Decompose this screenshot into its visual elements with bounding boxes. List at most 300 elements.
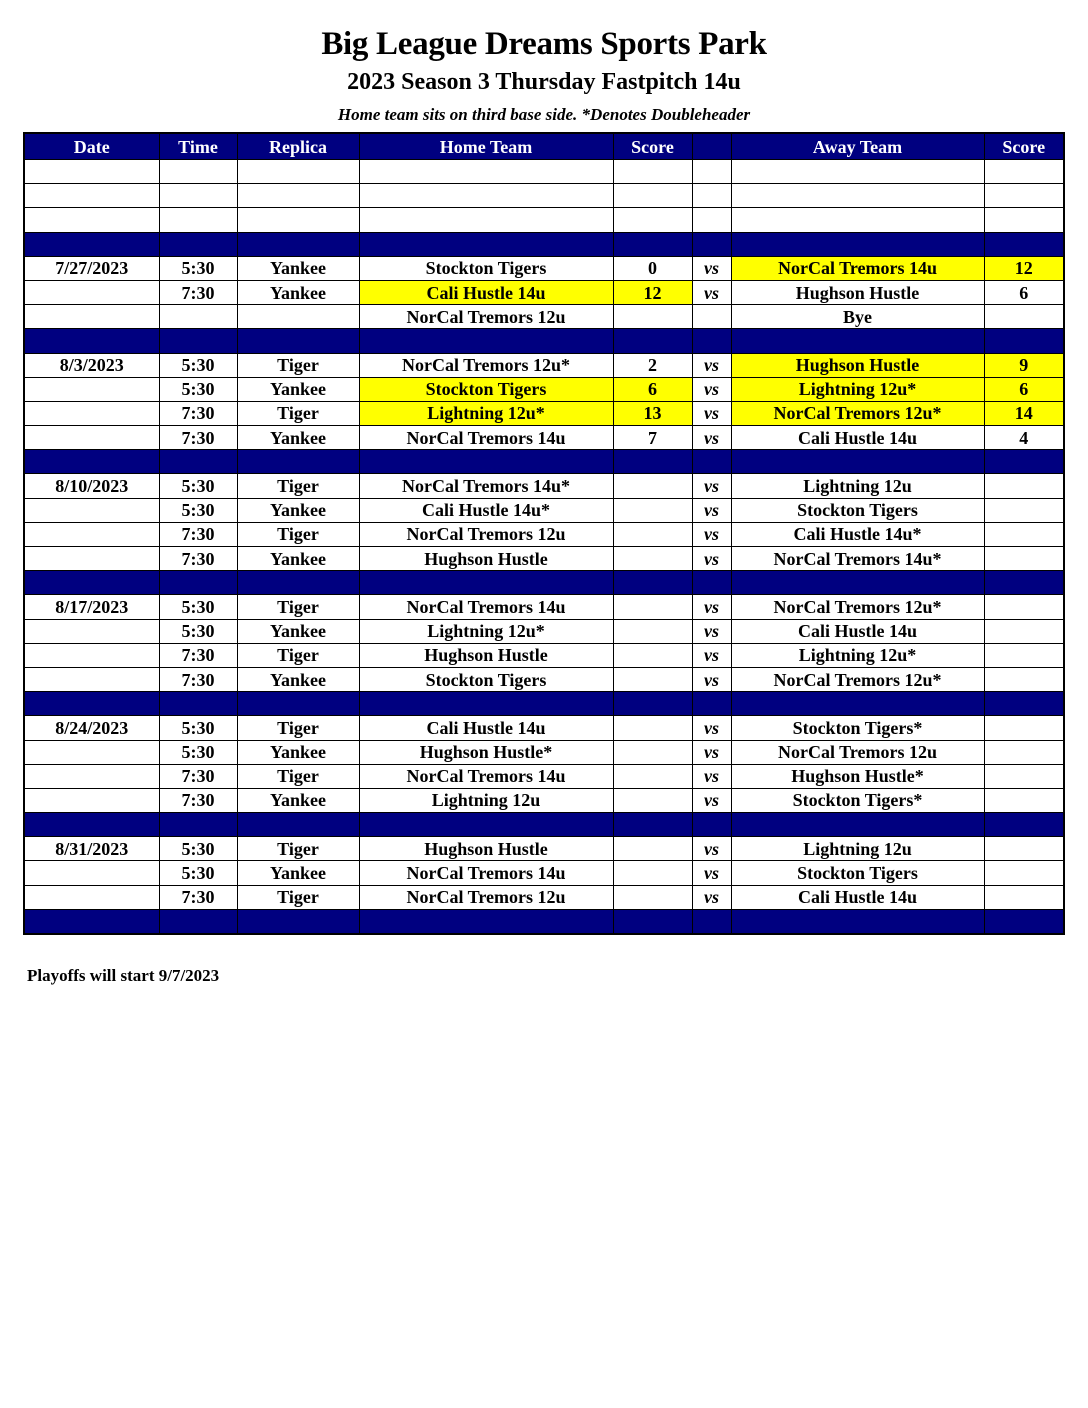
date-cell bbox=[24, 667, 159, 691]
vs-cell: vs bbox=[692, 256, 731, 280]
week-separator-row bbox=[24, 692, 1064, 716]
home-score-cell bbox=[613, 716, 692, 740]
table-row bbox=[24, 474, 1064, 498]
column-header-home-team: Home Team bbox=[359, 133, 613, 160]
table-row bbox=[24, 595, 1064, 619]
date-cell bbox=[24, 401, 159, 425]
away-team-cell bbox=[731, 450, 984, 474]
page-subtitle: 2023 Season 3 Thursday Fastpitch 14u bbox=[347, 69, 741, 95]
time-cell: 7:30 bbox=[159, 426, 237, 450]
date-cell bbox=[24, 740, 159, 764]
vs-cell bbox=[692, 450, 731, 474]
date-cell bbox=[24, 571, 159, 595]
away-team-cell: Bye bbox=[731, 305, 984, 329]
away-score-cell bbox=[984, 619, 1064, 643]
away-score-cell: 4 bbox=[984, 426, 1064, 450]
away-team-cell bbox=[731, 232, 984, 256]
vs-cell: vs bbox=[692, 401, 731, 425]
away-score-cell bbox=[984, 837, 1064, 861]
home-score-cell bbox=[613, 619, 692, 643]
date-cell bbox=[24, 377, 159, 401]
time-cell: 7:30 bbox=[159, 643, 237, 667]
vs-cell: vs bbox=[692, 667, 731, 691]
replica-cell: Tiger bbox=[237, 716, 359, 740]
date-cell bbox=[24, 522, 159, 546]
vs-cell bbox=[692, 305, 731, 329]
vs-cell: vs bbox=[692, 885, 731, 909]
away-team-cell: Cali Hustle 14u bbox=[731, 426, 984, 450]
replica-cell: Yankee bbox=[237, 256, 359, 280]
away-score-cell bbox=[984, 522, 1064, 546]
home-team-cell: Lightning 12u* bbox=[359, 401, 613, 425]
home-team-cell: Cali Hustle 14u bbox=[359, 280, 613, 304]
home-score-cell bbox=[613, 764, 692, 788]
schedule-note: Home team sits on third base side. *Denotes Doubleheader bbox=[337, 105, 751, 124]
time-cell bbox=[159, 571, 237, 595]
away-team-cell bbox=[731, 329, 984, 353]
replica-cell bbox=[237, 329, 359, 353]
away-team-cell: Hughson Hustle bbox=[731, 280, 984, 304]
date-cell bbox=[24, 160, 159, 184]
away-team-cell: Lightning 12u bbox=[731, 837, 984, 861]
away-team-cell bbox=[731, 184, 984, 208]
home-score-cell bbox=[613, 232, 692, 256]
away-score-cell bbox=[984, 305, 1064, 329]
home-team-cell: NorCal Tremors 12u* bbox=[359, 353, 613, 377]
home-team-cell bbox=[359, 184, 613, 208]
time-cell bbox=[159, 232, 237, 256]
replica-cell bbox=[237, 160, 359, 184]
table-row bbox=[24, 377, 1064, 401]
date-cell bbox=[24, 692, 159, 716]
playoffs-note: Playoffs will start 9/7/2023 bbox=[27, 966, 220, 985]
home-score-cell bbox=[613, 692, 692, 716]
vs-cell: vs bbox=[692, 377, 731, 401]
home-team-cell bbox=[359, 813, 613, 837]
home-score-cell bbox=[613, 305, 692, 329]
away-score-cell bbox=[984, 184, 1064, 208]
table-row bbox=[24, 256, 1064, 280]
table-row bbox=[24, 885, 1064, 909]
column-header-home-score: Score bbox=[613, 133, 692, 160]
vs-cell: vs bbox=[692, 837, 731, 861]
date-cell bbox=[24, 909, 159, 934]
home-team-cell: Stockton Tigers bbox=[359, 256, 613, 280]
home-score-cell bbox=[613, 813, 692, 837]
home-team-cell: Lightning 12u bbox=[359, 788, 613, 812]
table-row bbox=[24, 667, 1064, 691]
time-cell: 5:30 bbox=[159, 861, 237, 885]
date-cell bbox=[24, 813, 159, 837]
vs-cell: vs bbox=[692, 426, 731, 450]
away-team-cell: Lightning 12u* bbox=[731, 643, 984, 667]
replica-cell: Yankee bbox=[237, 377, 359, 401]
away-score-cell bbox=[984, 861, 1064, 885]
home-score-cell bbox=[613, 667, 692, 691]
replica-cell bbox=[237, 208, 359, 232]
home-score-cell bbox=[613, 643, 692, 667]
table-row bbox=[24, 522, 1064, 546]
away-team-cell: NorCal Tremors 12u* bbox=[731, 595, 984, 619]
home-team-cell bbox=[359, 232, 613, 256]
away-team-cell bbox=[731, 813, 984, 837]
schedule-table bbox=[23, 132, 1065, 935]
date-cell bbox=[24, 788, 159, 812]
home-score-cell bbox=[613, 160, 692, 184]
date-cell bbox=[24, 426, 159, 450]
home-score-cell bbox=[613, 474, 692, 498]
home-score-cell: 6 bbox=[613, 377, 692, 401]
date-cell: 7/27/2023 bbox=[24, 256, 159, 280]
home-team-cell bbox=[359, 571, 613, 595]
away-score-cell bbox=[984, 813, 1064, 837]
home-team-cell: Cali Hustle 14u* bbox=[359, 498, 613, 522]
replica-cell bbox=[237, 909, 359, 934]
replica-cell: Tiger bbox=[237, 595, 359, 619]
table-row bbox=[24, 861, 1064, 885]
home-score-cell: 12 bbox=[613, 280, 692, 304]
away-score-cell bbox=[984, 885, 1064, 909]
week-separator-row bbox=[24, 232, 1064, 256]
vs-cell bbox=[692, 571, 731, 595]
home-score-cell bbox=[613, 547, 692, 571]
table-row bbox=[24, 740, 1064, 764]
table-row bbox=[24, 426, 1064, 450]
home-score-cell: 0 bbox=[613, 256, 692, 280]
home-score-cell bbox=[613, 571, 692, 595]
home-team-cell bbox=[359, 160, 613, 184]
time-cell bbox=[159, 909, 237, 934]
replica-cell: Yankee bbox=[237, 861, 359, 885]
replica-cell bbox=[237, 692, 359, 716]
away-team-cell: NorCal Tremors 14u bbox=[731, 256, 984, 280]
time-cell bbox=[159, 692, 237, 716]
time-cell: 5:30 bbox=[159, 716, 237, 740]
blank-row bbox=[24, 208, 1064, 232]
vs-cell: vs bbox=[692, 353, 731, 377]
time-cell bbox=[159, 305, 237, 329]
time-cell bbox=[159, 160, 237, 184]
week-separator-row bbox=[24, 571, 1064, 595]
home-score-cell bbox=[613, 861, 692, 885]
replica-cell: Yankee bbox=[237, 498, 359, 522]
replica-cell: Tiger bbox=[237, 837, 359, 861]
home-team-cell: Stockton Tigers bbox=[359, 667, 613, 691]
time-cell: 5:30 bbox=[159, 353, 237, 377]
week-separator-row bbox=[24, 909, 1064, 934]
away-team-cell: NorCal Tremors 12u bbox=[731, 740, 984, 764]
away-score-cell bbox=[984, 740, 1064, 764]
away-team-cell: Stockton Tigers bbox=[731, 861, 984, 885]
replica-cell bbox=[237, 450, 359, 474]
date-cell bbox=[24, 861, 159, 885]
date-cell bbox=[24, 232, 159, 256]
column-header-away-team: Away Team bbox=[731, 133, 984, 160]
table-row bbox=[24, 764, 1064, 788]
away-score-cell bbox=[984, 450, 1064, 474]
header-row bbox=[24, 133, 1064, 160]
time-cell bbox=[159, 329, 237, 353]
away-team-cell: Hughson Hustle bbox=[731, 353, 984, 377]
schedule-body bbox=[24, 160, 1064, 935]
page-title: Big League Dreams Sports Park bbox=[321, 26, 767, 62]
date-cell bbox=[24, 280, 159, 304]
home-team-cell bbox=[359, 909, 613, 934]
time-cell bbox=[159, 813, 237, 837]
home-score-cell bbox=[613, 184, 692, 208]
vs-cell: vs bbox=[692, 788, 731, 812]
home-team-cell: Lightning 12u* bbox=[359, 619, 613, 643]
blank-row bbox=[24, 184, 1064, 208]
home-score-cell bbox=[613, 788, 692, 812]
replica-cell: Yankee bbox=[237, 280, 359, 304]
away-team-cell bbox=[731, 160, 984, 184]
table-row bbox=[24, 716, 1064, 740]
replica-cell bbox=[237, 305, 359, 329]
away-team-cell bbox=[731, 208, 984, 232]
away-score-cell: 14 bbox=[984, 401, 1064, 425]
replica-cell: Tiger bbox=[237, 764, 359, 788]
away-score-cell bbox=[984, 716, 1064, 740]
vs-cell bbox=[692, 232, 731, 256]
time-cell: 7:30 bbox=[159, 280, 237, 304]
home-team-cell: NorCal Tremors 12u bbox=[359, 522, 613, 546]
home-team-cell bbox=[359, 329, 613, 353]
vs-cell bbox=[692, 813, 731, 837]
vs-cell: vs bbox=[692, 280, 731, 304]
time-cell: 5:30 bbox=[159, 740, 237, 764]
home-score-cell bbox=[613, 498, 692, 522]
away-team-cell: Cali Hustle 14u* bbox=[731, 522, 984, 546]
replica-cell: Tiger bbox=[237, 885, 359, 909]
away-score-cell bbox=[984, 643, 1064, 667]
home-team-cell: Cali Hustle 14u bbox=[359, 716, 613, 740]
home-team-cell: NorCal Tremors 14u* bbox=[359, 474, 613, 498]
away-team-cell: Hughson Hustle* bbox=[731, 764, 984, 788]
vs-cell: vs bbox=[692, 740, 731, 764]
vs-cell bbox=[692, 208, 731, 232]
date-cell bbox=[24, 643, 159, 667]
time-cell bbox=[159, 208, 237, 232]
date-cell bbox=[24, 184, 159, 208]
date-cell: 8/17/2023 bbox=[24, 595, 159, 619]
away-team-cell bbox=[731, 692, 984, 716]
vs-cell bbox=[692, 184, 731, 208]
replica-cell: Yankee bbox=[237, 547, 359, 571]
date-cell: 8/3/2023 bbox=[24, 353, 159, 377]
vs-cell: vs bbox=[692, 474, 731, 498]
date-cell: 8/10/2023 bbox=[24, 474, 159, 498]
time-cell: 5:30 bbox=[159, 256, 237, 280]
date-cell bbox=[24, 885, 159, 909]
table-row bbox=[24, 498, 1064, 522]
time-cell: 7:30 bbox=[159, 522, 237, 546]
time-cell: 7:30 bbox=[159, 401, 237, 425]
replica-cell: Tiger bbox=[237, 474, 359, 498]
home-score-cell bbox=[613, 450, 692, 474]
date-cell bbox=[24, 329, 159, 353]
column-header-away-score: Score bbox=[984, 133, 1064, 160]
vs-cell: vs bbox=[692, 716, 731, 740]
away-score-cell bbox=[984, 232, 1064, 256]
date-cell bbox=[24, 450, 159, 474]
home-team-cell bbox=[359, 208, 613, 232]
column-header-date: Date bbox=[24, 133, 159, 160]
vs-cell: vs bbox=[692, 595, 731, 619]
home-team-cell bbox=[359, 450, 613, 474]
time-cell: 7:30 bbox=[159, 764, 237, 788]
away-score-cell bbox=[984, 667, 1064, 691]
date-cell bbox=[24, 619, 159, 643]
date-cell bbox=[24, 305, 159, 329]
replica-cell bbox=[237, 813, 359, 837]
table-row bbox=[24, 619, 1064, 643]
column-header-vs bbox=[692, 133, 731, 160]
date-cell bbox=[24, 498, 159, 522]
time-cell: 5:30 bbox=[159, 498, 237, 522]
home-team-cell: Hughson Hustle* bbox=[359, 740, 613, 764]
time-cell bbox=[159, 184, 237, 208]
home-team-cell: NorCal Tremors 12u bbox=[359, 305, 613, 329]
away-score-cell bbox=[984, 329, 1064, 353]
away-score-cell bbox=[984, 547, 1064, 571]
time-cell: 5:30 bbox=[159, 619, 237, 643]
vs-cell: vs bbox=[692, 643, 731, 667]
away-score-cell bbox=[984, 498, 1064, 522]
vs-cell bbox=[692, 692, 731, 716]
away-score-cell bbox=[984, 692, 1064, 716]
away-team-cell bbox=[731, 909, 984, 934]
home-score-cell: 13 bbox=[613, 401, 692, 425]
away-team-cell: Lightning 12u* bbox=[731, 377, 984, 401]
away-score-cell bbox=[984, 764, 1064, 788]
home-team-cell: NorCal Tremors 14u bbox=[359, 426, 613, 450]
replica-cell: Tiger bbox=[237, 353, 359, 377]
replica-cell: Yankee bbox=[237, 740, 359, 764]
away-score-cell: 6 bbox=[984, 280, 1064, 304]
table-row bbox=[24, 643, 1064, 667]
away-score-cell bbox=[984, 208, 1064, 232]
home-score-cell bbox=[613, 909, 692, 934]
away-team-cell: NorCal Tremors 14u* bbox=[731, 547, 984, 571]
home-team-cell: NorCal Tremors 14u bbox=[359, 595, 613, 619]
vs-cell: vs bbox=[692, 861, 731, 885]
away-score-cell bbox=[984, 474, 1064, 498]
replica-cell: Tiger bbox=[237, 401, 359, 425]
home-team-cell: Stockton Tigers bbox=[359, 377, 613, 401]
home-score-cell bbox=[613, 595, 692, 619]
away-team-cell: Stockton Tigers* bbox=[731, 788, 984, 812]
table-row bbox=[24, 788, 1064, 812]
away-team-cell: Lightning 12u bbox=[731, 474, 984, 498]
time-cell: 7:30 bbox=[159, 788, 237, 812]
replica-cell bbox=[237, 184, 359, 208]
home-score-cell bbox=[613, 740, 692, 764]
vs-cell bbox=[692, 160, 731, 184]
date-cell bbox=[24, 764, 159, 788]
time-cell: 5:30 bbox=[159, 377, 237, 401]
replica-cell: Yankee bbox=[237, 426, 359, 450]
home-team-cell: NorCal Tremors 14u bbox=[359, 861, 613, 885]
date-cell bbox=[24, 208, 159, 232]
away-team-cell: Cali Hustle 14u bbox=[731, 885, 984, 909]
replica-cell: Yankee bbox=[237, 788, 359, 812]
replica-cell: Tiger bbox=[237, 522, 359, 546]
home-team-cell: Hughson Hustle bbox=[359, 837, 613, 861]
vs-cell: vs bbox=[692, 764, 731, 788]
replica-cell bbox=[237, 571, 359, 595]
away-team-cell bbox=[731, 571, 984, 595]
home-score-cell bbox=[613, 837, 692, 861]
away-score-cell: 6 bbox=[984, 377, 1064, 401]
time-cell bbox=[159, 450, 237, 474]
away-score-cell bbox=[984, 909, 1064, 934]
replica-cell: Yankee bbox=[237, 667, 359, 691]
home-team-cell bbox=[359, 692, 613, 716]
home-score-cell: 7 bbox=[613, 426, 692, 450]
vs-cell bbox=[692, 329, 731, 353]
away-score-cell bbox=[984, 788, 1064, 812]
week-separator-row bbox=[24, 450, 1064, 474]
date-cell: 8/24/2023 bbox=[24, 716, 159, 740]
vs-cell bbox=[692, 909, 731, 934]
time-cell: 5:30 bbox=[159, 837, 237, 861]
vs-cell: vs bbox=[692, 522, 731, 546]
away-team-cell: Stockton Tigers* bbox=[731, 716, 984, 740]
away-score-cell bbox=[984, 571, 1064, 595]
home-score-cell: 2 bbox=[613, 353, 692, 377]
home-team-cell: NorCal Tremors 14u bbox=[359, 764, 613, 788]
week-separator-row bbox=[24, 329, 1064, 353]
week-separator-row bbox=[24, 813, 1064, 837]
time-cell: 5:30 bbox=[159, 595, 237, 619]
table-row bbox=[24, 401, 1064, 425]
replica-cell: Tiger bbox=[237, 643, 359, 667]
time-cell: 7:30 bbox=[159, 885, 237, 909]
table-row bbox=[24, 280, 1064, 304]
away-score-cell: 12 bbox=[984, 256, 1064, 280]
date-cell: 8/31/2023 bbox=[24, 837, 159, 861]
time-cell: 7:30 bbox=[159, 667, 237, 691]
column-header-time: Time bbox=[159, 133, 237, 160]
replica-cell bbox=[237, 232, 359, 256]
home-team-cell: Hughson Hustle bbox=[359, 643, 613, 667]
replica-cell: Yankee bbox=[237, 619, 359, 643]
home-team-cell: NorCal Tremors 12u bbox=[359, 885, 613, 909]
away-score-cell bbox=[984, 160, 1064, 184]
blank-row bbox=[24, 160, 1064, 184]
away-score-cell bbox=[984, 595, 1064, 619]
home-score-cell bbox=[613, 329, 692, 353]
time-cell: 5:30 bbox=[159, 474, 237, 498]
table-row bbox=[24, 353, 1064, 377]
away-score-cell: 9 bbox=[984, 353, 1064, 377]
away-team-cell: NorCal Tremors 12u* bbox=[731, 401, 984, 425]
date-cell bbox=[24, 547, 159, 571]
away-team-cell: NorCal Tremors 12u* bbox=[731, 667, 984, 691]
away-team-cell: Stockton Tigers bbox=[731, 498, 984, 522]
table-row bbox=[24, 547, 1064, 571]
table-row bbox=[24, 305, 1064, 329]
home-score-cell bbox=[613, 885, 692, 909]
away-team-cell: Cali Hustle 14u bbox=[731, 619, 984, 643]
home-score-cell bbox=[613, 208, 692, 232]
column-header-replica: Replica bbox=[237, 133, 359, 160]
vs-cell: vs bbox=[692, 498, 731, 522]
home-score-cell bbox=[613, 522, 692, 546]
vs-cell: vs bbox=[692, 547, 731, 571]
table-row bbox=[24, 837, 1064, 861]
